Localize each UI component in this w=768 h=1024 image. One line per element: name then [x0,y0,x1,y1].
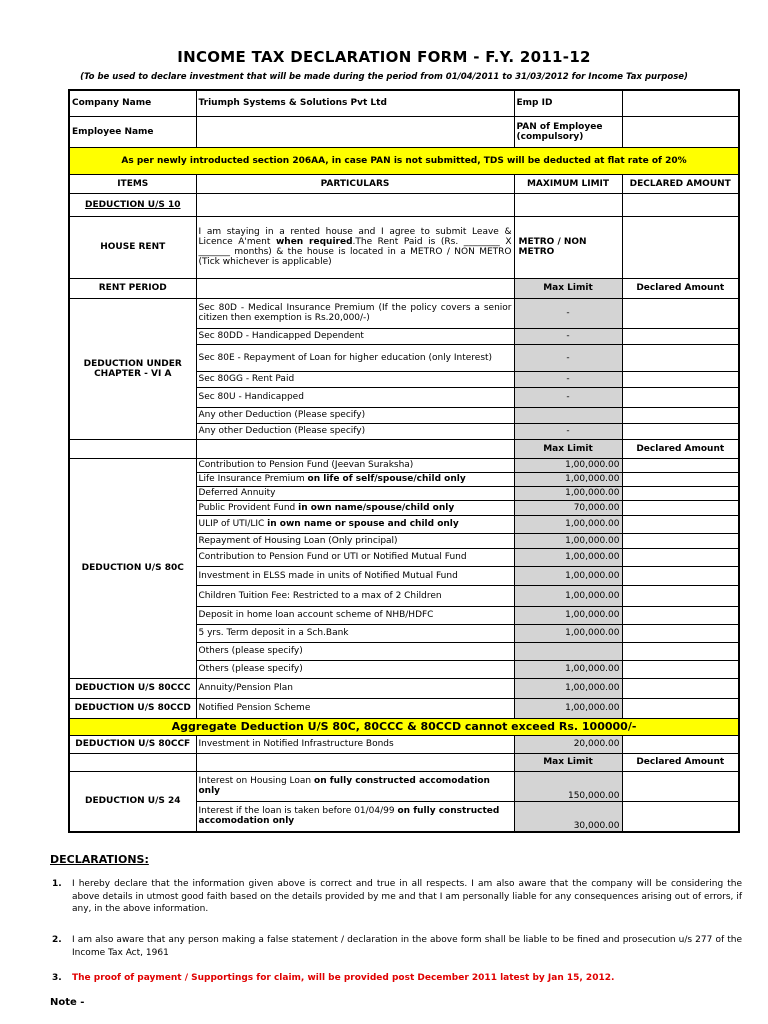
particular-text: Sec 80U - Handicapped [196,387,514,407]
particular-plain: Life Insurance Premium [198,474,308,484]
particular-text: Sec 80DD - Handicapped Dependent [196,328,514,344]
particular-plain: Public Provident Fund [198,502,299,513]
declared-amount-field[interactable] [622,801,739,832]
particular-text: Any other Deduction (Please specify) [196,407,514,423]
col-header-items: ITEMS [69,174,196,193]
empty-cell [196,439,514,458]
max-limit-value: 1,00,000.00 [514,548,622,566]
particular-plain: Investment in ELSS made in units of Notified Mutual Fund [198,570,458,581]
declared-amount-subheader: Declared Amount [622,278,739,298]
empty-cell [69,439,196,458]
declared-amount-field[interactable] [622,458,739,472]
table-row [69,458,739,472]
table-row [69,735,739,753]
max-limit-value: - [514,298,622,328]
max-limit-value: - [514,344,622,371]
particular-plain: Contribution to Pension Fund or UTI or Notified Mutual Fund [198,552,467,562]
house-rent-declared[interactable] [622,216,739,278]
emp-id-field[interactable] [622,90,739,116]
particular-text: Notified Pension Scheme [196,698,514,718]
particular-bold: on life of self/spouse/child only [307,474,466,484]
deduction-80ccd-label: DEDUCTION U/S 80CCD [69,698,196,718]
declaration-item-2 [52,934,742,959]
particular-bold: in own name or spouse and child only [267,519,459,529]
empty-cell [622,193,739,216]
particular-plain: Interest on Housing Loan [198,776,315,786]
declaration-number: 2. [52,935,62,945]
house-rent-row [69,216,739,278]
max-limit-value: 1,00,000.00 [514,585,622,606]
house-rent-text [196,216,514,278]
table-row [69,678,739,698]
form-title: INCOME TAX DECLARATION FORM - F.Y. 2011-12 [177,48,591,66]
particular-text [196,458,514,472]
particular-text [196,500,514,515]
particular-text: Sec 80D - Medical Insurance Premium (If the policy covers a senior citizen then exemption is Rs.20,000/-) [196,298,514,328]
col-header-max-limit: MAXIMUM LIMIT [514,174,622,193]
declared-amount-subheader: Declared Amount [622,753,739,771]
table-row [69,771,739,801]
particular-text [196,472,514,486]
particular-text [196,515,514,533]
declared-amount-field[interactable] [622,660,739,678]
table-row [69,193,739,216]
declared-amount-field[interactable] [622,423,739,439]
declared-amount-field[interactable] [622,548,739,566]
table-row [69,439,739,458]
emp-id-label: Emp ID [514,90,622,116]
company-name-label: Company Name [69,90,196,116]
particular-plain: Others (please specify) [198,646,303,656]
declared-amount-field[interactable] [622,500,739,515]
declared-amount-field[interactable] [622,585,739,606]
max-limit-value: 150,000.00 [514,771,622,801]
empty-cell [69,753,196,771]
declared-amount-field[interactable] [622,344,739,371]
table-row [69,90,739,116]
pan-notice-banner: As per newly introducted section 206AA, in case PAN is not submitted, TDS will be deducted at flat rate of 20% [69,147,739,174]
declaration-text: The proof of payment / Supportings for claim, will be provided post December 2011 latest by Jan 15, 2012. [72,973,615,983]
declaration-number: 3. [52,973,62,983]
max-limit-value: 1,00,000.00 [514,606,622,624]
deduction-80c-label: DEDUCTION U/S 80C [69,458,196,678]
max-limit-value: 1,00,000.00 [514,515,622,533]
company-name-value[interactable]: Triumph Systems & Solutions Pvt Ltd [196,90,514,116]
particular-text [196,606,514,624]
particular-plain: 5 yrs. Term deposit in a Sch.Bank [198,628,349,638]
note-label: Note - [50,997,85,1008]
declared-amount-field[interactable] [622,533,739,548]
declared-amount-field[interactable] [622,472,739,486]
particular-text [196,642,514,660]
table-row [69,278,739,298]
particular-text: Investment in Notified Infrastructure Bonds [196,735,514,753]
house-rent-label: HOUSE RENT [69,216,196,278]
max-limit-value [514,642,622,660]
max-limit-value: - [514,387,622,407]
table-row [69,298,739,328]
particular-text [196,801,514,832]
table-row [69,698,739,718]
particular-text [196,566,514,585]
table-row [69,753,739,771]
declared-amount-field[interactable] [622,387,739,407]
particular-text [196,660,514,678]
particular-plain: ULIP of UTI/LIC [198,519,268,529]
particular-bold: in own name/spouse/child only [298,502,455,513]
declared-amount-field[interactable] [622,624,739,642]
max-limit-value: 1,00,000.00 [514,458,622,472]
empty-cell [514,193,622,216]
particular-bold: on fully constructed accomodation only [198,806,500,827]
max-limit-value: - [514,328,622,344]
particular-text [196,624,514,642]
particular-plain: Children Tuition Fee: Restricted to a max of 2 Children [198,590,442,601]
pan-label: PAN of Employee (compulsory) [514,116,622,147]
column-header-row [69,174,739,193]
particular-plain: Deposit in home loan account scheme of NHB/HDFC [198,610,434,620]
particular-plain: Contribution to Pension Fund (Jeevan Suraksha) [198,460,414,470]
particular-plain: Deferred Annuity [198,488,276,498]
declared-amount-field[interactable] [622,771,739,801]
declared-amount-field[interactable] [622,678,739,698]
declaration-text: I hereby declare that the information given above is correct and true in all respects. I am also aware that the company will be considering the above details in utmost good faith based on the details provided by me and that I am personally liable for any consequences arising out of errors, if any, in the above information. [72,879,742,914]
declared-amount-field[interactable] [622,515,739,533]
particular-text [196,533,514,548]
col-header-declared: DECLARED AMOUNT [622,174,739,193]
max-limit-subheader: Max Limit [514,278,622,298]
house-rent-text-a: I am staying in a rented house and I agree to submit Leave & Licence A'ment [198,227,512,247]
particular-text [196,548,514,566]
max-limit-value: 1,00,000.00 [514,566,622,585]
empty-cell [196,753,514,771]
chapter-via-label: DEDUCTION UNDER CHAPTER - VI A [69,298,196,439]
table-row [69,147,739,174]
rent-period-field[interactable] [196,278,514,298]
declared-amount-field[interactable] [622,698,739,718]
declared-amount-subheader: Declared Amount [622,439,739,458]
max-limit-value: 1,00,000.00 [514,533,622,548]
particular-plain: Interest if the loan is taken before 01/04/99 [198,806,398,817]
particular-plain: Others (please specify) [198,664,303,674]
declared-amount-field[interactable] [622,371,739,387]
declaration-item-3 [52,972,742,985]
particular-text: Annuity/Pension Plan [196,678,514,698]
declared-amount-field[interactable] [622,486,739,500]
aggregate-notice-banner: Aggregate Deduction U/S 80C, 80CCC & 80CCD cannot exceed Rs. 100000/- [69,718,739,735]
particular-text: Sec 80GG - Rent Paid [196,371,514,387]
col-header-particulars: PARTICULARS [196,174,514,193]
table-row [69,116,739,147]
particular-text: Sec 80E - Repayment of Loan for higher education (only Interest) [196,344,514,371]
declared-amount-field[interactable] [622,407,739,423]
employee-name-field[interactable] [196,116,514,147]
declaration-table [68,89,740,833]
max-limit-value: - [514,371,622,387]
form-subtitle: (To be used to declare investment that will be made during the period from 01/04/2011 to 31/03/2012 for Income Tax purpose) [80,72,688,82]
particular-text [196,585,514,606]
max-limit-value: 30,000.00 [514,801,622,832]
house-rent-text-bold: when required [275,237,353,247]
declared-amount-field[interactable] [622,298,739,328]
deduction-us10-label: DEDUCTION U/S 10 [69,193,196,216]
particular-text [196,771,514,801]
declared-amount-field[interactable] [622,606,739,624]
max-limit-value: 1,00,000.00 [514,624,622,642]
pan-field[interactable] [622,116,739,147]
max-limit-value: 1,00,000.00 [514,472,622,486]
employee-name-label: Employee Name [69,116,196,147]
deduction-80ccf-label: DEDUCTION U/S 80CCF [69,735,196,753]
max-limit-subheader: Max Limit [514,439,622,458]
rent-period-label: RENT PERIOD [69,278,196,298]
particular-plain: Repayment of Housing Loan (Only principal) [198,535,398,546]
declared-amount-field[interactable] [622,735,739,753]
declared-amount-field[interactable] [622,642,739,660]
max-limit-value: 70,000.00 [514,500,622,515]
declaration-number: 1. [52,879,62,889]
max-limit-value: - [514,423,622,439]
declared-amount-field[interactable] [622,566,739,585]
max-limit-value [514,407,622,423]
max-limit-value: 20,000.00 [514,735,622,753]
house-rent-text-b: .The Rent Paid is (Rs. ________ X _______ months) & the house is located in a METRO / NON METRO (Tick whichever is applicable) [198,237,512,267]
deduction-80ccc-label: DEDUCTION U/S 80CCC [69,678,196,698]
max-limit-value: 1,00,000.00 [514,698,622,718]
particular-text: Any other Deduction (Please specify) [196,423,514,439]
max-limit-value: 1,00,000.00 [514,486,622,500]
metro-option[interactable]: METRO / NON METRO [514,216,622,278]
table-row [69,718,739,735]
particular-text [196,486,514,500]
deduction-us24-label: DEDUCTION U/S 24 [69,771,196,832]
max-limit-subheader: Max Limit [514,753,622,771]
declared-amount-field[interactable] [622,328,739,344]
particular-bold: on fully constructed accomodation only [198,776,490,796]
declaration-item-1 [52,878,742,916]
max-limit-value: 1,00,000.00 [514,678,622,698]
max-limit-value: 1,00,000.00 [514,660,622,678]
empty-cell [196,193,514,216]
declarations-title: DECLARATIONS: [50,853,149,866]
declaration-text: I am also aware that any person making a false statement / declaration in the above form shall be liable to be fined and prosecution u/s 277 of the Income Tax Act, 1961 [72,935,742,958]
